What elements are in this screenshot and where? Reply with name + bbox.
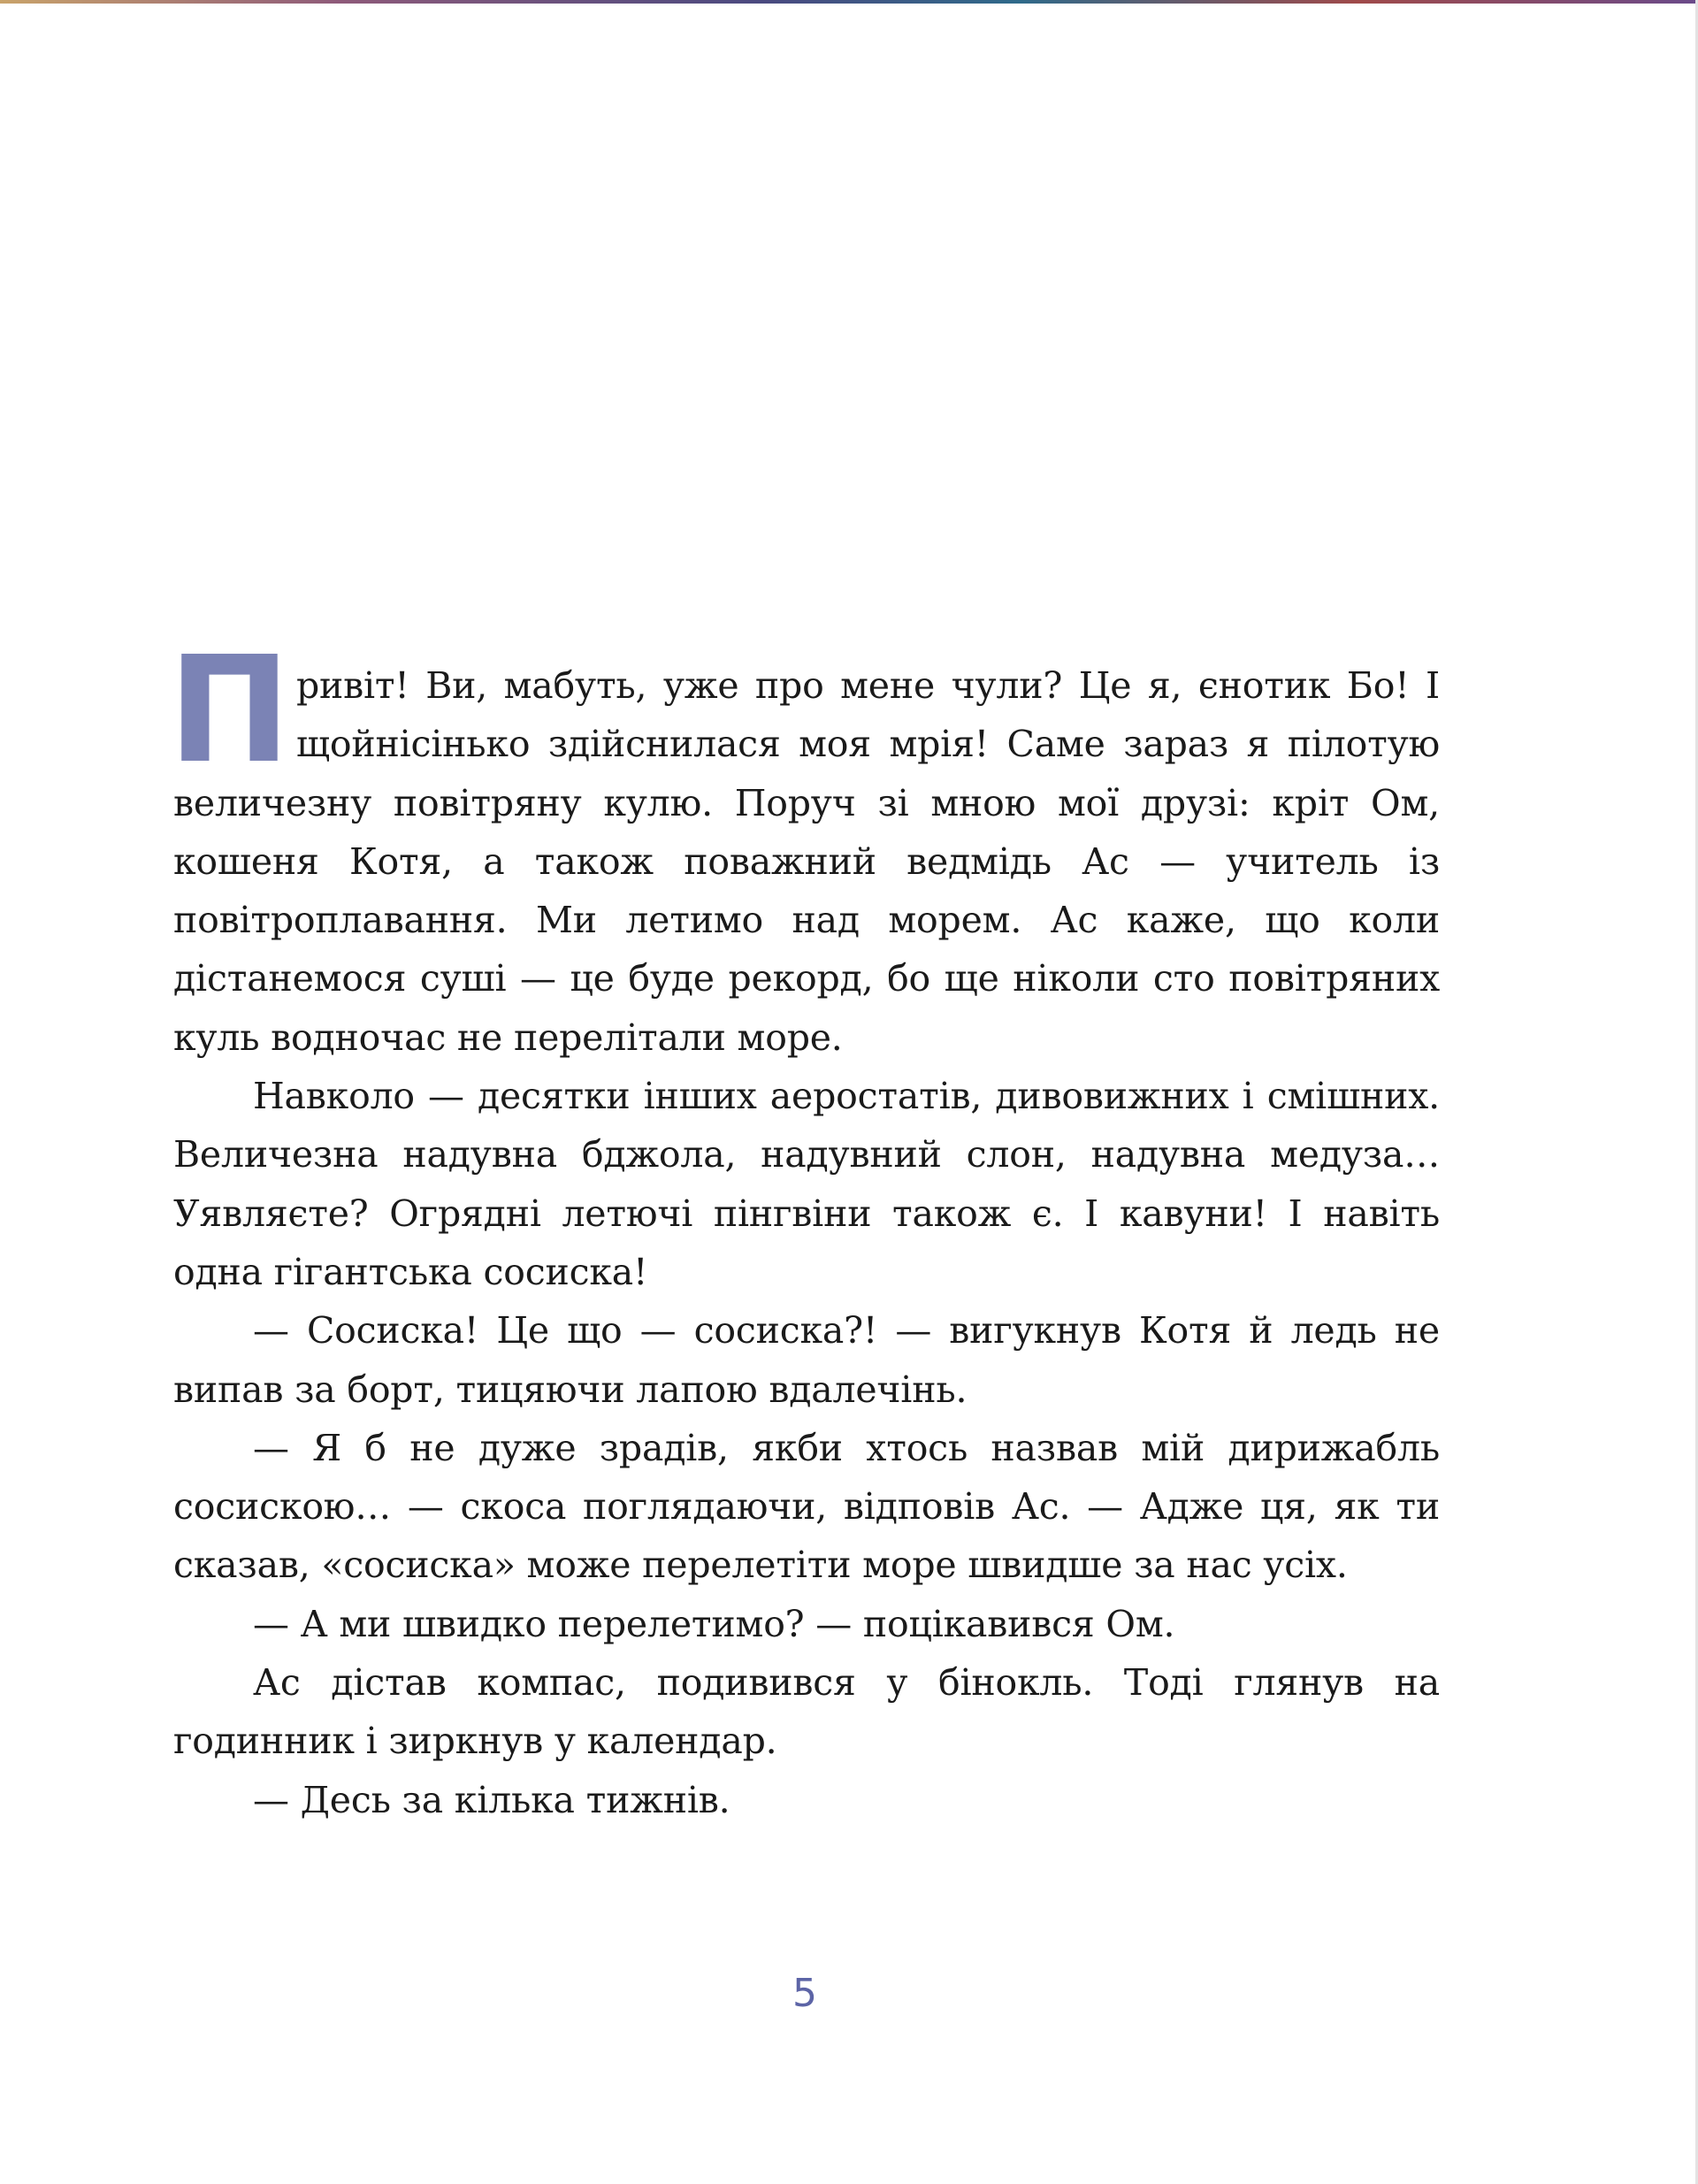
paragraph-6: Ас дістав компас, подивився у бінокль. Тоді глянув на годинник і зиркнув у календар. — [173, 1661, 1440, 1763]
page-number: 5 — [792, 1971, 817, 2016]
story-text — [168, 625, 1440, 1829]
paragraph-4: — Я б не дуже зрадів, якби хтось назвав мій дирижабль сосискою… — скоса поглядаючи, відповів Ас. — Адже ця, як ти сказав, «сосиска» може перелетіти море швидше за нас усіх. — [173, 1426, 1440, 1587]
paragraph-3: — Сосиска! Це що — сосиска?! — вигукнув Котя й ледь не випав за борт, тицяючи лапою вдалечінь. — [173, 1309, 1440, 1411]
paragraph-1-text: ривіт! Ви, мабуть, уже про мене чули? Це я, єнотик Бо! І щойнісінько здійснилася моя мрія! Саме зараз я пілотую величезну повітряну кулю. Поруч зі мною мої друзі: кріт Ом, кошеня Котя, а також поважний ведмідь Ас — учитель із повітроплавання. Ми летимо над морем. Ас каже, що коли дістанемося суші — це буде рекорд, бо ще ніколи сто повітряних куль водночас не перелітали море. — [173, 664, 1440, 1059]
paragraph-1 — [168, 625, 1440, 1067]
drop-cap: П — [168, 625, 287, 796]
paragraph-2: Навколо — десятки інших аеростатів, дивовижних і смішних. Величезна надувна бджола, надувний слон, надувна медуза… Уявляєте? Огрядні летючі пінгвіни також є. І кавуни! І навіть одна гігантська сосиска! — [173, 1075, 1440, 1293]
top-edge-strip — [0, 0, 1698, 4]
paragraph-5: — А ми швидко перелетимо? — поцікавився Ом. — [253, 1602, 1175, 1645]
paragraph-7: — Десь за кілька тижнів. — [253, 1778, 730, 1821]
